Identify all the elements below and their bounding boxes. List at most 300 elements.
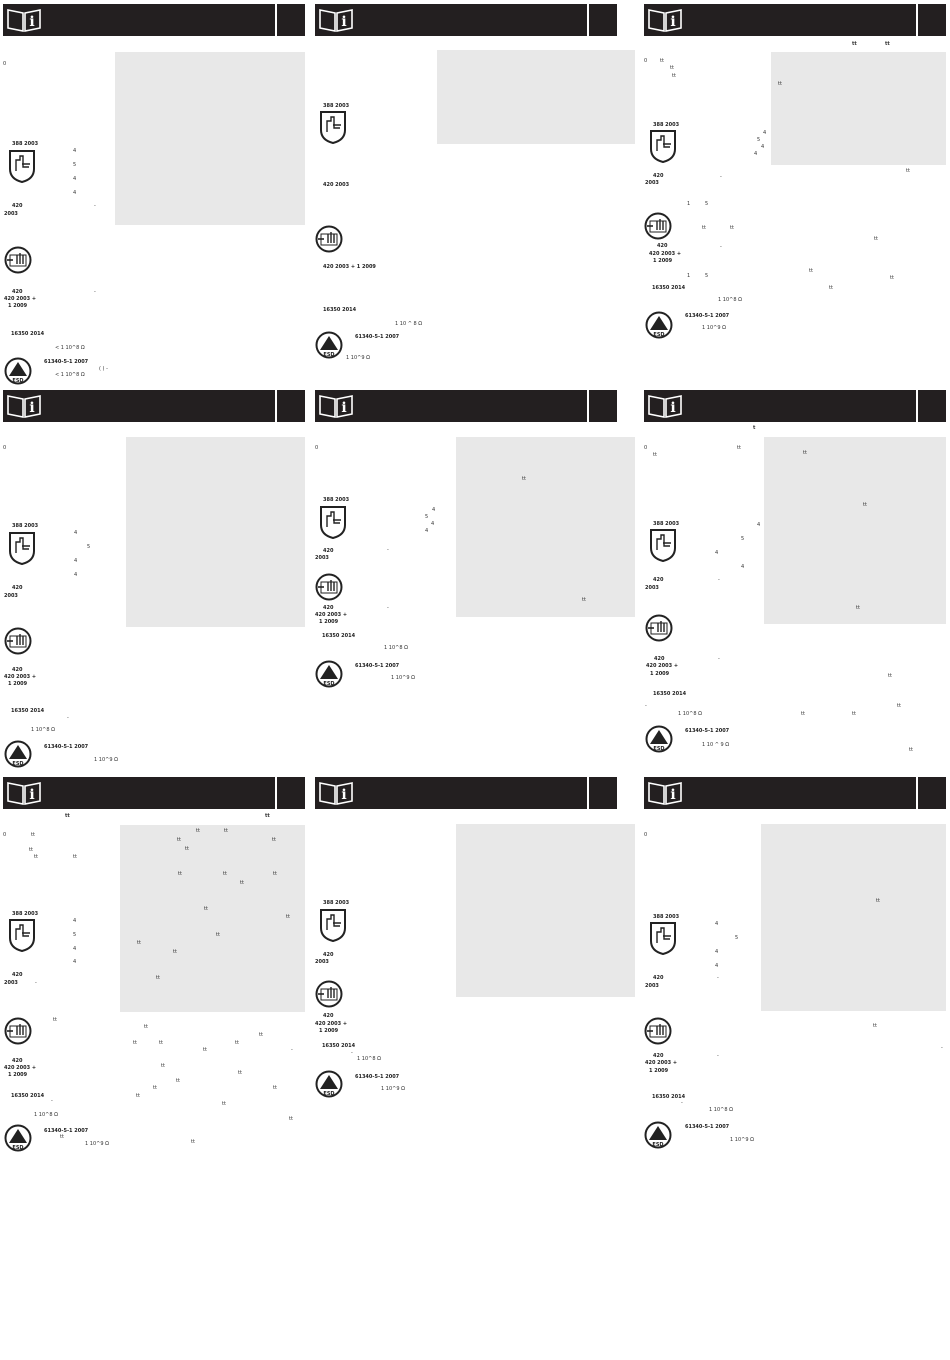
dash-mark: - — [94, 203, 96, 209]
resistance-2: 1 10 ^ 9 Ω — [702, 742, 730, 748]
panel-header — [315, 777, 617, 809]
en420-label: 420 — [323, 952, 334, 958]
amend-label: 1 2009 — [650, 671, 670, 677]
en61340-label: 61340-5-1 2007 — [44, 359, 89, 365]
amend-label: 1 2009 — [319, 619, 339, 625]
tt-mark: tt — [65, 813, 70, 819]
en420-plus-label: 420 2003 + — [315, 612, 348, 618]
score-b: 5 — [741, 536, 745, 542]
en388-label: 388 2003 — [653, 914, 680, 920]
amend-label: 1 2009 — [649, 1068, 669, 1074]
dash-mark: - — [35, 980, 37, 986]
resistance-2: 1 10^9 Ω — [730, 1137, 754, 1143]
tt-mark: tt — [672, 73, 676, 79]
tt-mark: tt — [897, 703, 901, 709]
score-b: 5 — [735, 935, 739, 941]
hand-shield-icon — [319, 505, 347, 539]
svg-text:i: i — [341, 14, 347, 30]
dash-mark-4: - — [681, 1100, 683, 1106]
panel-header — [644, 4, 946, 36]
svg-text:ESD: ESD — [323, 352, 335, 358]
resistance-1: 1 10^8 Ω — [31, 727, 55, 733]
esd-icon — [645, 311, 673, 339]
en420-label-2: 420 — [12, 1058, 23, 1064]
en388-label: 388 2003 — [323, 900, 350, 906]
en420-plus-label: 420 2003 + — [4, 1065, 37, 1071]
year-label: 2003 — [645, 983, 659, 989]
header-separator — [587, 390, 589, 422]
tt-mark: tt — [885, 41, 890, 47]
en420-label-2: 420 — [323, 1013, 334, 1019]
panel-4 — [3, 390, 305, 770]
svg-text:i: i — [670, 14, 676, 30]
tt-mark: tt — [29, 847, 33, 853]
image-area — [764, 437, 946, 624]
score-c: 4 — [74, 558, 78, 564]
en61340-label: 61340-5-1 2007 — [685, 313, 730, 319]
tt-mark: tt — [874, 236, 878, 242]
en388-label: 388 2003 — [12, 523, 39, 529]
score-b: 5 — [73, 162, 77, 168]
dash-mark: - — [717, 975, 719, 981]
tt-mark: tt — [730, 225, 734, 231]
esd-icon — [4, 1124, 32, 1152]
esd-icon — [4, 357, 32, 385]
tt-mark: tt — [159, 1040, 163, 1046]
hand-shield-icon — [8, 149, 36, 183]
tt-mark: tt — [185, 846, 189, 852]
book-info-icon — [7, 393, 41, 419]
dash-mark: - — [720, 174, 722, 180]
zero-mark: 0 — [315, 445, 319, 451]
tt-mark: tt — [660, 58, 664, 64]
svg-text:ESD: ESD — [652, 1142, 664, 1148]
panel-9 — [644, 777, 946, 1157]
tt-mark: tt — [863, 502, 867, 508]
resistance-2: 1 10^9 Ω — [391, 675, 415, 681]
image-area — [761, 824, 946, 1011]
year-label: 2003 — [4, 211, 18, 217]
tt-mark: tt — [852, 41, 857, 47]
resistance-2: 1 10^9 Ω — [94, 757, 118, 763]
tt-mark: tt — [852, 711, 856, 717]
tt-mark: tt — [856, 605, 860, 611]
tt-mark: tt — [873, 1023, 877, 1029]
resistance-1: 1 10^8 Ω — [34, 1112, 58, 1118]
score-d: 4 — [74, 572, 78, 578]
en61340-label: 61340-5-1 2007 — [44, 744, 89, 750]
resistance-lt-1: < 1 10^8 Ω — [55, 345, 85, 351]
hand-shield-icon — [649, 528, 677, 562]
year-label: 2003 — [645, 180, 659, 186]
resistance-1: 1 10^8 Ω — [709, 1107, 733, 1113]
hand-shield-icon — [319, 110, 347, 144]
dash-mark-3: - — [51, 1098, 53, 1104]
dash-mark: - — [351, 1050, 353, 1056]
tt-mark: tt — [216, 932, 220, 938]
en420-plus-label: 420 2003 + — [646, 663, 679, 669]
en420-label-2: 420 — [12, 667, 23, 673]
five-mark: 5 — [705, 201, 709, 207]
tt-mark: tt — [196, 828, 200, 834]
hand-shield-icon — [649, 921, 677, 955]
en388-label: 388 2003 — [323, 497, 350, 503]
tt-mark: tt — [191, 1139, 195, 1145]
en61340-label: 61340-5-1 2007 — [685, 1124, 730, 1130]
dash-mark-2: - — [94, 289, 96, 295]
en16350-label: 16350 2014 — [11, 331, 45, 337]
resistance-lt-2: < 1 10^8 Ω — [55, 372, 85, 378]
score-a: 4 — [432, 507, 436, 513]
dash-mark-2: - — [718, 656, 720, 662]
en388-label: 388 2003 — [653, 122, 680, 128]
year-label: 2003 — [315, 555, 329, 561]
tt-mark: tt — [235, 1040, 239, 1046]
hand-shield-icon — [649, 129, 677, 163]
score-c: 4 — [73, 176, 77, 182]
hand-shield-icon — [8, 531, 36, 565]
score-b: 5 — [425, 514, 429, 520]
score-a: 4 — [715, 921, 719, 927]
tt-mark: tt — [222, 1101, 226, 1107]
book-info-icon — [7, 780, 41, 806]
en61340-label: 61340-5-1 2007 — [355, 334, 400, 340]
score-a: 4 — [73, 148, 77, 154]
header-separator — [916, 390, 918, 422]
glove-dexterity-icon — [4, 246, 32, 274]
svg-text:ESD: ESD — [12, 378, 24, 384]
en16350-label: 16350 2014 — [652, 285, 686, 291]
en420-plus-label: 420 2003 + — [4, 296, 37, 302]
en420-plus-label: 420 2003 + — [315, 1021, 348, 1027]
score-c: 4 — [715, 550, 719, 556]
dash-mark-2: - — [387, 605, 389, 611]
en420-label-2: 420 — [653, 1053, 664, 1059]
en16350-label: 16350 2014 — [323, 307, 357, 313]
hand-shield-icon — [319, 908, 347, 942]
en420-label-2: 420 — [654, 656, 665, 662]
en420-label-2: 420 — [12, 289, 23, 295]
glove-dexterity-icon — [315, 573, 343, 601]
amend-label: 1 2009 — [653, 258, 673, 264]
score-a: 4 — [73, 918, 77, 924]
bracket-mark: ( ) - — [99, 366, 108, 372]
en16350-label: 16350 2014 — [11, 708, 45, 714]
resistance-1: 1 10^8 Ω — [357, 1056, 381, 1062]
svg-text:ESD: ESD — [323, 1091, 335, 1097]
dash-mark-3: - — [645, 703, 647, 709]
tt-mark: tt — [286, 914, 290, 920]
score-d: 4 — [754, 151, 758, 157]
svg-text:ESD: ESD — [653, 746, 665, 752]
book-info-icon — [319, 393, 353, 419]
tt-mark: tt — [173, 949, 177, 955]
panel-header — [315, 390, 617, 422]
amend-label: 1 2009 — [8, 303, 28, 309]
tt-mark: tt — [133, 1040, 137, 1046]
image-area — [115, 52, 305, 225]
resistance-1: 1 10^8 Ω — [718, 297, 742, 303]
dash-mark: - — [67, 715, 69, 721]
en420-label: 420 — [653, 577, 664, 583]
score-d: 4 — [73, 190, 77, 196]
en420-label: 420 2003 — [323, 182, 350, 188]
book-info-icon — [648, 7, 682, 33]
en420-label-2: 420 — [323, 605, 334, 611]
en388-label: 388 2003 — [12, 911, 39, 917]
svg-text:i: i — [29, 14, 35, 30]
zero-mark: 0 — [644, 445, 648, 451]
amend-label: 1 2009 — [8, 1072, 28, 1078]
en61340-label: 61340-5-1 2007 — [44, 1128, 89, 1134]
image-area — [456, 824, 635, 997]
tt-mark: tt — [670, 65, 674, 71]
tt-mark: tt — [273, 1085, 277, 1091]
resistance-1: 1 10 ^ 8 Ω — [395, 321, 423, 327]
dash-mark-3: - — [717, 1053, 719, 1059]
header-separator — [916, 4, 918, 36]
score-c: 4 — [73, 946, 77, 952]
one-mark-2: 1 — [687, 273, 691, 279]
tt-mark: tt — [34, 854, 38, 860]
tt-mark: tt — [778, 81, 782, 87]
svg-text:i: i — [341, 400, 347, 416]
header-separator — [275, 777, 277, 809]
dash-mark-2: - — [720, 244, 722, 250]
resistance-2: 1 10^9 Ω — [702, 325, 726, 331]
t-mark: t — [753, 425, 756, 431]
esd-icon — [315, 1070, 343, 1098]
panel-header — [3, 777, 305, 809]
year-label: 2003 — [645, 585, 659, 591]
score-c: 4 — [715, 949, 719, 955]
tt-mark: tt — [653, 452, 657, 458]
score-a: 4 — [757, 522, 761, 528]
en388-label: 388 2003 — [653, 521, 680, 527]
resistance-2: 1 10^9 Ω — [85, 1141, 109, 1147]
tt-mark: tt — [178, 871, 182, 877]
tt-mark: tt — [156, 975, 160, 981]
panel-7 — [3, 777, 305, 1157]
svg-text:ESD: ESD — [323, 681, 335, 687]
tt-mark: tt — [273, 871, 277, 877]
zero-mark: 0 — [644, 832, 648, 838]
tt-mark: tt — [223, 871, 227, 877]
panel-header — [644, 390, 946, 422]
tt-mark: tt — [272, 837, 276, 843]
en388-label: 388 2003 — [323, 103, 350, 109]
book-info-icon — [648, 393, 682, 419]
tt-mark: tt — [240, 880, 244, 886]
svg-text:i: i — [29, 787, 35, 803]
en420-plus-label: 420 2003 + — [649, 251, 682, 257]
tt-mark: tt — [829, 285, 833, 291]
en420-label: 420 — [653, 975, 664, 981]
tt-mark: tt — [876, 898, 880, 904]
amend-label: 1 2009 — [8, 681, 28, 687]
en16350-label: 16350 2014 — [11, 1093, 45, 1099]
en388-label: 388 2003 — [12, 141, 39, 147]
glove-dexterity-icon — [645, 614, 673, 642]
tt-mark: tt — [890, 275, 894, 281]
score-d: 4 — [425, 528, 429, 534]
tt-mark: tt — [177, 837, 181, 843]
en420-plus-label: 420 2003 + — [4, 674, 37, 680]
image-area — [437, 50, 635, 144]
tt-mark: tt — [737, 445, 741, 451]
esd-icon — [315, 331, 343, 359]
tt-mark: tt — [73, 854, 77, 860]
tt-mark: tt — [137, 940, 141, 946]
zero-mark: 0 — [3, 61, 7, 67]
svg-text:i: i — [670, 787, 676, 803]
glove-dexterity-icon — [4, 627, 32, 655]
svg-text:ESD: ESD — [12, 1145, 24, 1151]
tt-mark: tt — [153, 1085, 157, 1091]
book-info-icon — [319, 7, 353, 33]
score-a: 4 — [74, 530, 78, 536]
svg-text:i: i — [341, 787, 347, 803]
glove-dexterity-icon — [644, 212, 672, 240]
tt-mark: tt — [203, 1047, 207, 1053]
tt-mark: tt — [265, 813, 270, 819]
en420-plus-label: 420 2003 + 1 2009 — [323, 264, 376, 270]
panel-header — [315, 4, 617, 36]
resistance-2: 1 10^9 Ω — [346, 355, 370, 361]
en16350-label: 16350 2014 — [652, 1094, 686, 1100]
en16350-label: 16350 2014 — [322, 633, 356, 639]
header-separator — [275, 390, 277, 422]
tt-mark: tt — [136, 1093, 140, 1099]
en16350-label: 16350 2014 — [322, 1043, 356, 1049]
en420-label: 420 — [653, 173, 664, 179]
score-a: 4 — [763, 130, 767, 136]
score-d: 4 — [715, 963, 719, 969]
tt-mark: tt — [238, 1070, 242, 1076]
esd-icon — [315, 660, 343, 688]
amend-label: 1 2009 — [319, 1028, 339, 1034]
book-info-icon — [7, 7, 41, 33]
hand-shield-icon — [8, 918, 36, 952]
panel-1 — [3, 4, 305, 384]
zero-mark: 0 — [3, 832, 7, 838]
header-separator — [275, 4, 277, 36]
tt-mark: tt — [60, 1134, 64, 1140]
resistance-1: 1 10^8 Ω — [678, 711, 702, 717]
image-area — [126, 437, 305, 627]
tt-mark: tt — [909, 747, 913, 753]
svg-text:i: i — [29, 400, 35, 416]
image-area — [120, 825, 305, 1012]
tt-mark: tt — [801, 711, 805, 717]
tt-mark: tt — [31, 832, 35, 838]
panel-3 — [644, 4, 946, 384]
score-c: 4 — [431, 521, 435, 527]
tt-mark: tt — [289, 1116, 293, 1122]
esd-icon — [4, 740, 32, 768]
svg-text:ESD: ESD — [12, 761, 24, 767]
year-label: 2003 — [4, 593, 18, 599]
score-d: 4 — [741, 564, 745, 570]
dash-mark: - — [718, 577, 720, 583]
en61340-label: 61340-5-1 2007 — [355, 663, 400, 669]
en420-label: 420 — [12, 585, 23, 591]
glove-dexterity-icon — [644, 1017, 672, 1045]
dash-mark: - — [387, 547, 389, 553]
en420-label-2: 420 — [657, 243, 668, 249]
header-separator — [587, 4, 589, 36]
one-mark: 1 — [687, 201, 691, 207]
en420-label: 420 — [12, 203, 23, 209]
en420-plus-label: 420 2003 + — [645, 1060, 678, 1066]
dash-mark-2: - — [291, 1047, 293, 1053]
en420-label: 420 — [323, 548, 334, 554]
dash-mark-2: - — [941, 1045, 943, 1051]
year-label: 2003 — [315, 959, 329, 965]
score-c: 4 — [761, 144, 765, 150]
en420-label: 420 — [12, 972, 23, 978]
glove-dexterity-icon — [315, 980, 343, 1008]
score-b: 5 — [73, 932, 77, 938]
tt-mark: tt — [53, 1017, 57, 1023]
panel-header — [644, 777, 946, 809]
glove-dexterity-icon — [315, 225, 343, 253]
glove-dexterity-icon — [4, 1017, 32, 1045]
tt-mark: tt — [809, 268, 813, 274]
tt-mark: tt — [803, 450, 807, 456]
score-d: 4 — [73, 959, 77, 965]
tt-mark: tt — [906, 168, 910, 174]
tt-mark: tt — [702, 225, 706, 231]
en61340-label: 61340-5-1 2007 — [685, 728, 730, 734]
svg-text:i: i — [670, 400, 676, 416]
resistance-1: 1 10^8 Ω — [384, 645, 408, 651]
en61340-label: 61340-5-1 2007 — [355, 1074, 400, 1080]
tt-mark: tt — [522, 476, 526, 482]
tt-mark: tt — [144, 1024, 148, 1030]
tt-mark: tt — [204, 906, 208, 912]
en16350-label: 16350 2014 — [653, 691, 687, 697]
tt-mark: tt — [888, 673, 892, 679]
zero-mark: 0 — [3, 445, 7, 451]
tt-mark: tt — [259, 1032, 263, 1038]
score-b: 5 — [757, 137, 761, 143]
panel-6 — [644, 390, 946, 770]
book-info-icon — [648, 780, 682, 806]
tt-mark: tt — [176, 1078, 180, 1084]
header-separator — [916, 777, 918, 809]
esd-icon — [645, 725, 673, 753]
esd-icon — [644, 1121, 672, 1149]
tt-mark: tt — [161, 1063, 165, 1069]
panel-header — [3, 390, 305, 422]
panel-5 — [315, 390, 617, 770]
tt-mark: tt — [582, 597, 586, 603]
resistance-2: 1 10^9 Ω — [381, 1086, 405, 1092]
tt-mark: tt — [224, 828, 228, 834]
image-area — [771, 52, 946, 165]
image-area — [456, 437, 635, 617]
panel-8 — [315, 777, 617, 1157]
svg-text:ESD: ESD — [653, 332, 665, 338]
zero-mark: 0 — [644, 58, 648, 64]
header-separator — [587, 777, 589, 809]
five-mark-2: 5 — [705, 273, 709, 279]
score-b: 5 — [87, 544, 91, 550]
panel-header — [3, 4, 305, 36]
book-info-icon — [319, 780, 353, 806]
year-label: 2003 — [4, 980, 18, 986]
